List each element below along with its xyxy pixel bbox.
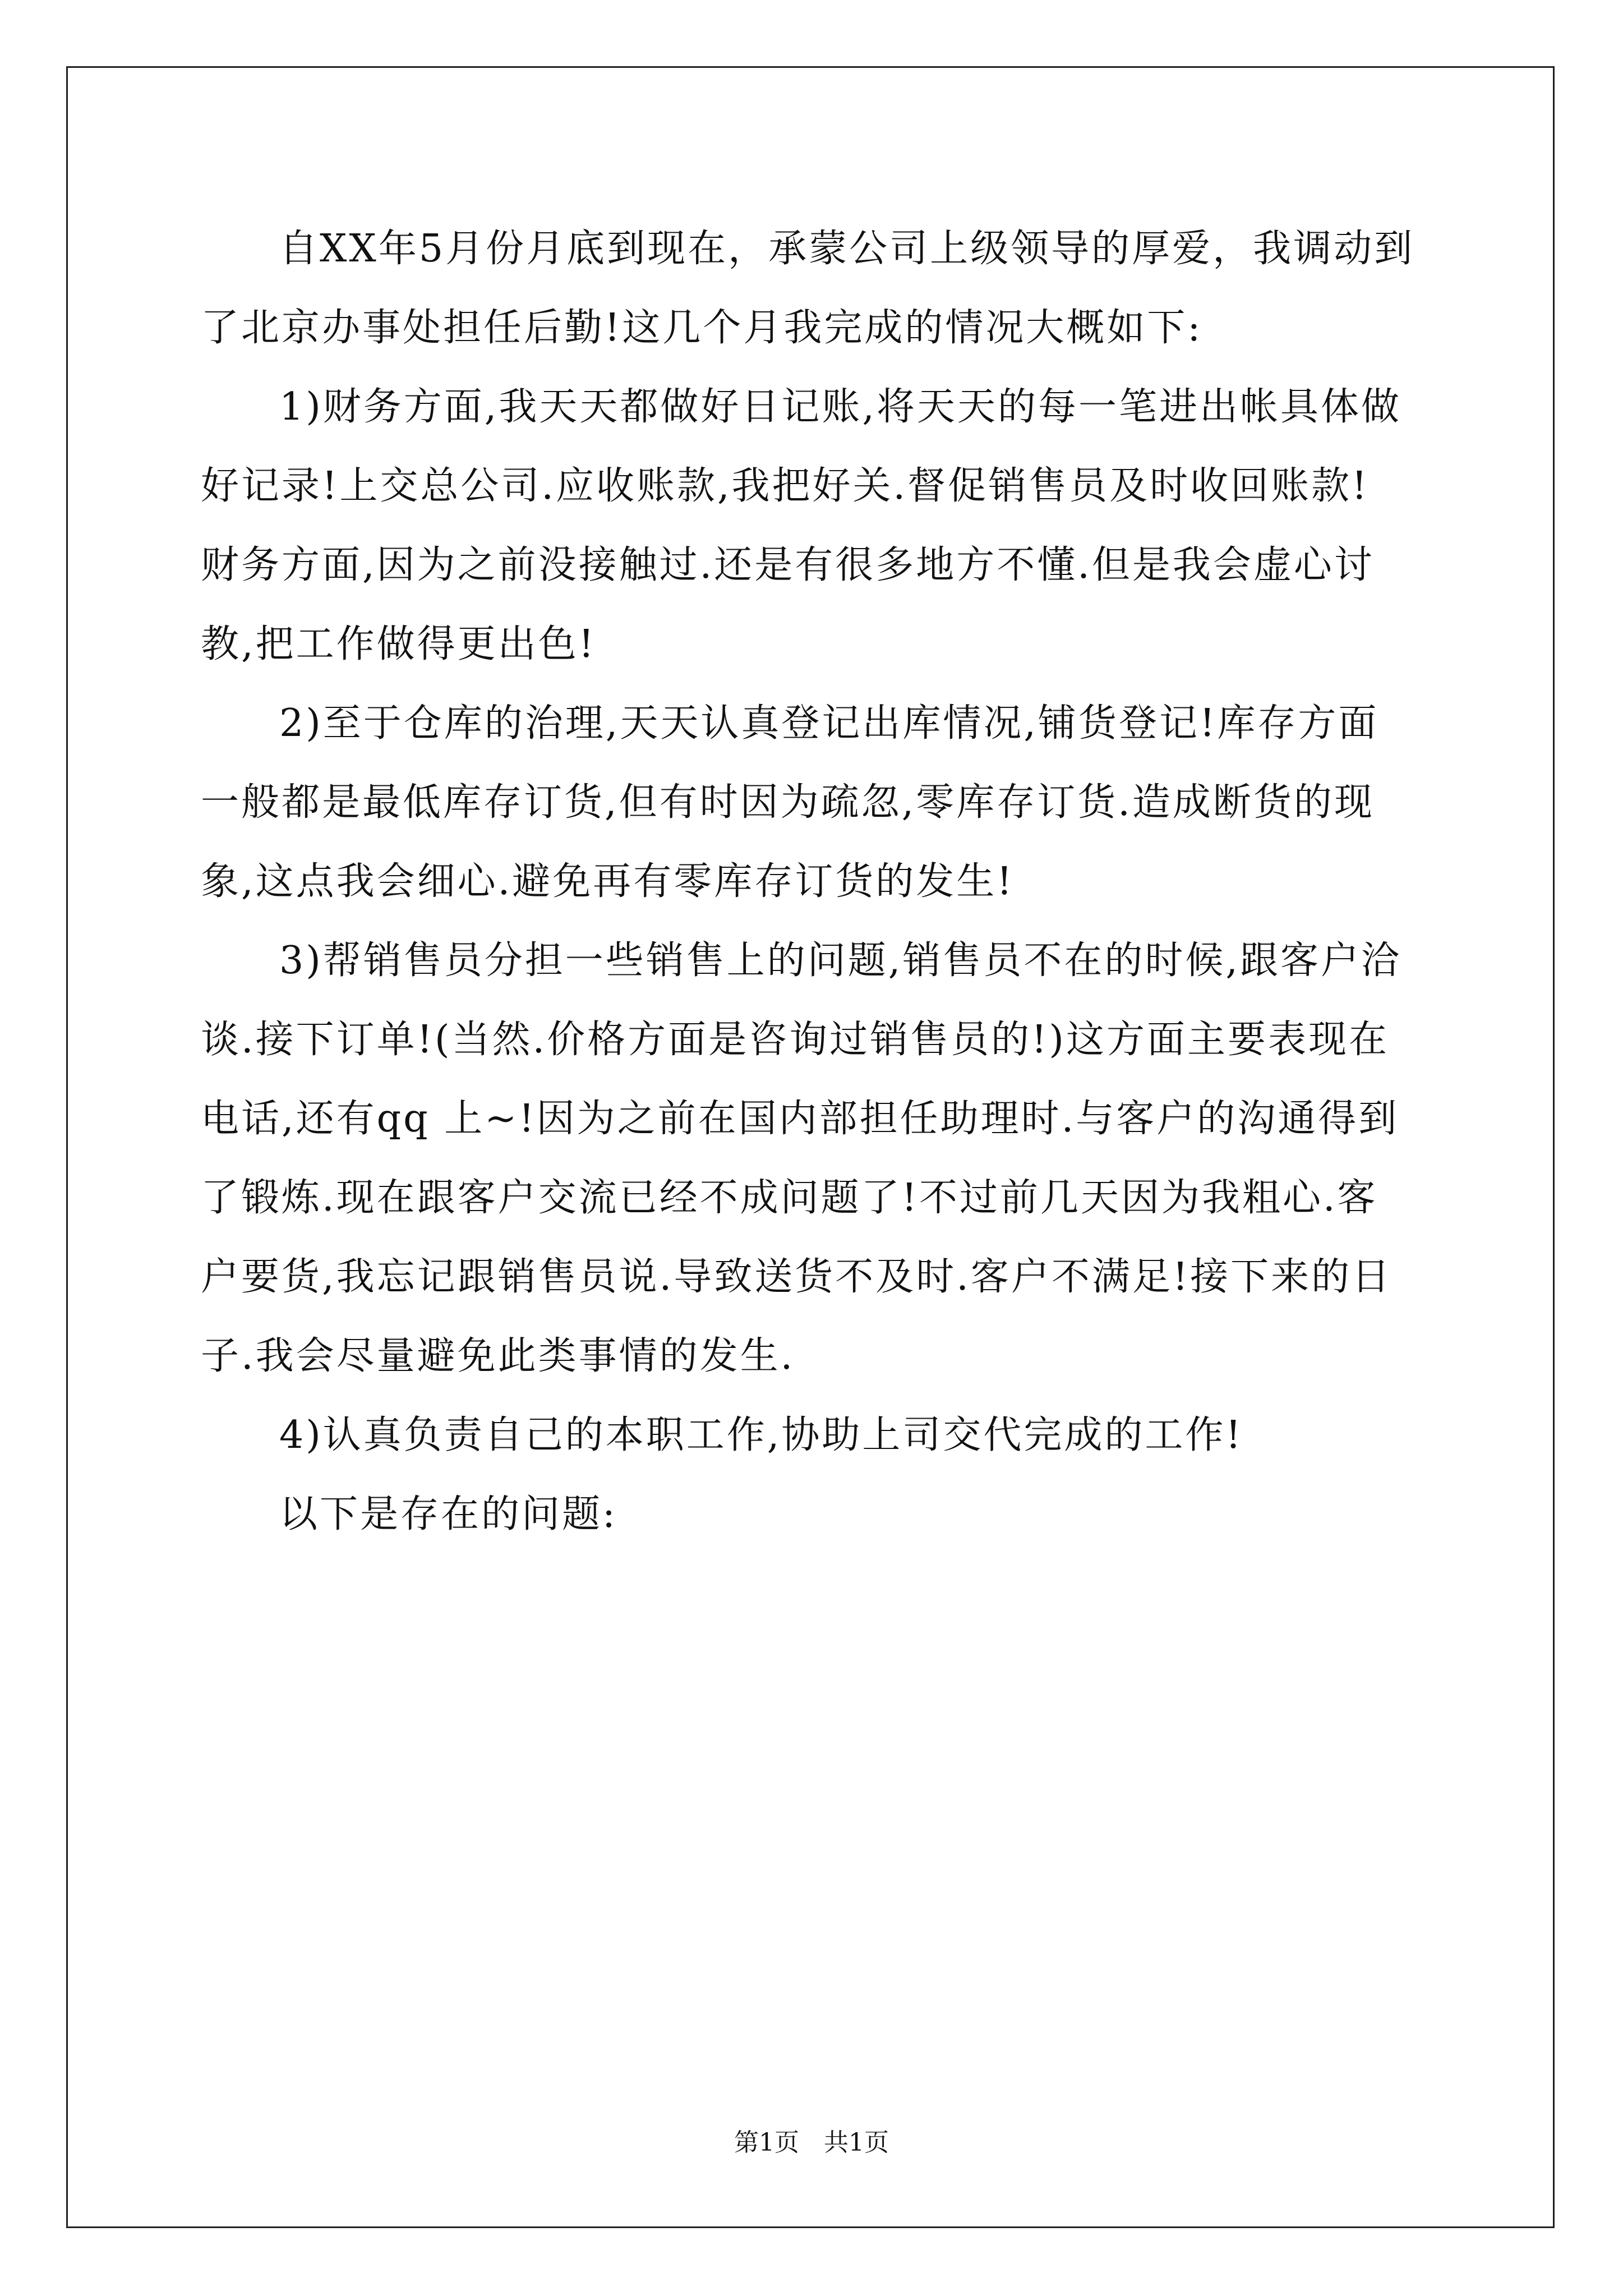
paragraph-finance-line-1: 1)财务方面,我天天都做好日记账,将天天的每一笔进出帐具体做 (279, 385, 1402, 429)
paragraph-intro-line-2: 了北京办事处担任后勤!这几个月我完成的情况大概如下: (201, 306, 1203, 350)
paragraph-sales-line-4: 了锻炼.现在跟客户交流已经不成问题了!不过前几天因为我粗心.客 (201, 1176, 1378, 1220)
paragraph-sales-line-2: 谈.接下订单!(当然.价格方面是咨询过销售员的!)这方面主要表现在 (201, 1018, 1389, 1062)
paragraph-duties-line-1: 4)认真负责自己的本职工作,协助上司交代完成的工作! (279, 1413, 1243, 1457)
paragraph-sales-line-3: 电话,还有qq 上~!因为之前在国内部担任助理时.与客户的沟通得到 (201, 1097, 1399, 1141)
paragraph-finance-line-4: 教,把工作做得更出色! (201, 622, 596, 666)
paragraph-sales-line-6: 子.我会尽量避免此类事情的发生. (201, 1334, 795, 1378)
paragraph-warehouse-line-3: 象,这点我会细心.避免再有零库存订货的发生! (201, 859, 1015, 904)
page-number-footer: 第1页 共1页 (734, 2128, 889, 2157)
paragraph-warehouse-line-1: 2)至于仓库的治理,天天认真登记出库情况,铺货登记!库存方面 (279, 701, 1379, 746)
paragraph-intro-line-1: 自XX年5月份月底到现在，承蒙公司上级领导的厚爱，我调动到 (279, 227, 1415, 271)
paragraph-finance-line-3: 财务方面,因为之前没接触过.还是有很多地方不懂.但是我会虚心讨 (201, 543, 1375, 587)
paragraph-sales-line-1: 3)帮销售员分担一些销售上的问题,销售员不在的时候,跟客户洽 (279, 938, 1402, 983)
paragraph-problems-heading: 以下是存在的问题: (279, 1492, 617, 1536)
paragraph-finance-line-2: 好记录!上交总公司.应收账款,我把好关.督促销售员及时收回账款! (201, 464, 1370, 508)
paragraph-warehouse-line-2: 一般都是最低库存订货,但有时因为疏忽,零库存订货.造成断货的现 (201, 780, 1375, 825)
paragraph-sales-line-5: 户要货,我忘记跟销售员说.导致送货不及时.客户不满足!接下来的日 (201, 1255, 1393, 1299)
